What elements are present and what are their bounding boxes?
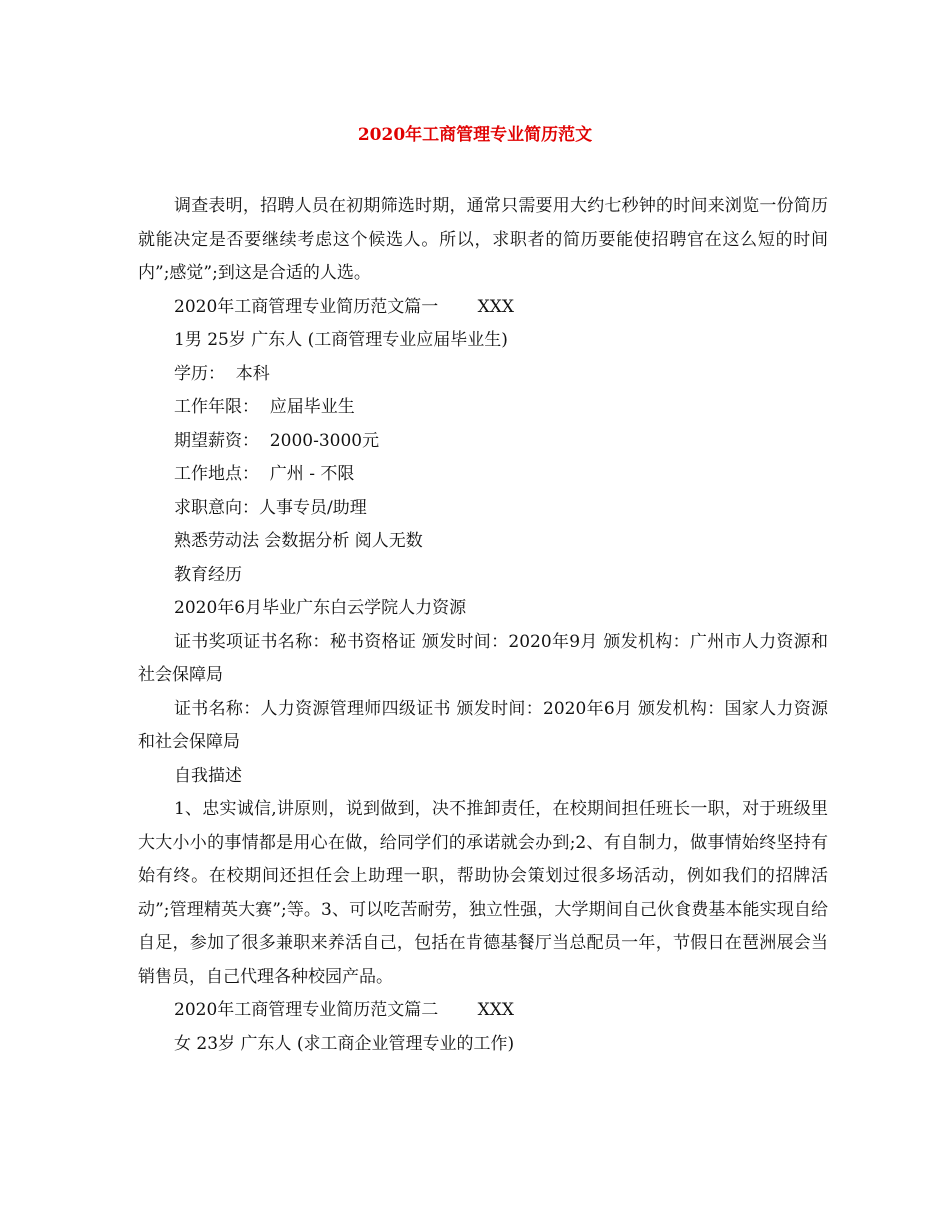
paragraph-skills: 熟悉劳动法 会数据分析 阅人无数 (174, 531, 423, 551)
paragraph-resume-1-heading: 2020年工商管理专业简历范文篇一 XXX (174, 296, 514, 317)
paragraph-education-level: 学历： 本科 (174, 363, 270, 384)
paragraph-education-heading: 教育经历 (174, 564, 242, 585)
paragraph-job-intention: 求职意向：人事专员/助理 (174, 497, 367, 518)
paragraph-self-description: 1、忠实诚信,讲原则，说到做到，决不推卸责任，在校期间担任班长一职，对于班级里大大小小的事情都是用心在做，给同学们的承诺就会办到;2、有自制力，做事情始终坚持有始有终。在校期间还担任会上助理一职，帮助协会策划过很多场活动，例如我们的招牌活动”;管理精英大赛”;等。3、可以吃苦耐劳，独立性强，大学期间自己伙食费基本能实现自给自足，参加了很多兼职来养活自己，包括在肯德基餐厅当总配员一年，节假日在琶洲展会当销售员，自己代理各种校园产品。 (138, 799, 828, 987)
paragraph-intro: 调查表明，招聘人员在初期筛选时期，通常只需要用大约七秒钟的时间来浏览一份简历就能决定是否要继续考虑这个候选人。所以，求职者的简历要能使招聘官在这么短的时间内”;感觉”;到这是合适的人选。 (138, 196, 828, 283)
paragraph-resume-2-heading: 2020年工商管理专业简历范文篇二 XXX (174, 1000, 514, 1020)
paragraph-work-years: 工作年限： 应届毕业生 (174, 397, 355, 417)
document-body (138, 190, 828, 1061)
paragraph-certificate-2: 证书名称：人力资源管理师四级证书 颁发时间：2020年6月 颁发机构：国家人力资源和社会保障局 (138, 698, 828, 752)
document-title: 2020年工商管理专业简历范文 (357, 125, 593, 145)
paragraph-resume-2-info: 女 23岁 广东人 (求工商企业管理专业的工作) (174, 1033, 515, 1054)
paragraph-certificate-1: 证书奖项证书名称：秘书资格证 颁发时间：2020年9月 颁发机构：广州市人力资源和社会保障局 (138, 631, 828, 685)
paragraph-education-detail: 2020年6月毕业广东白云学院人力资源 (174, 598, 467, 618)
paragraph-basic-info: 1男 25岁 广东人 (工商管理专业应届毕业生) (174, 330, 508, 350)
paragraph-work-location: 工作地点： 广州 - 不限 (174, 464, 355, 484)
paragraph-self-description-heading: 自我描述 (174, 765, 242, 786)
paragraph-expected-salary: 期望薪资： 2000-3000元 (174, 430, 380, 451)
